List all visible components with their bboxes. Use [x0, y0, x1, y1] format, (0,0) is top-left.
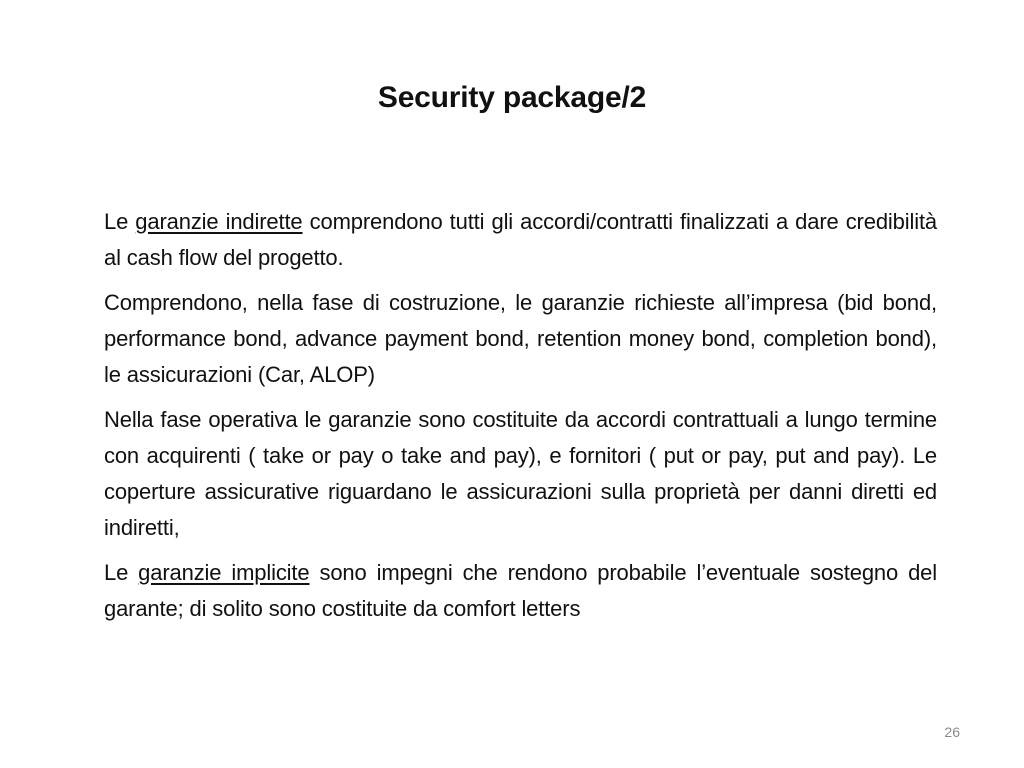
paragraph-garanzie-implicite — [104, 555, 937, 627]
slide-body — [104, 204, 937, 636]
page-number: 26 — [944, 724, 960, 740]
term-garanzie-implicite: garanzie implicite — [138, 560, 310, 585]
paragraph-fase-costruzione: Comprendono, nella fase di costruzione, le garanzie richieste all’impresa (bid bond, performance bond, advance payment bond, retention money bond, completion bond), le assicurazioni (Car, ALOP) — [104, 290, 937, 387]
paragraph-fase-operativa: Nella fase operativa le garanzie sono costituite da accordi contrattuali a lungo termine con acquirenti ( take or pay o take and pay), e fornitori ( put or pay, put and pay). Le coperture assicurative riguardano le assicurazioni sulla proprietà per danni diretti ed indiretti, — [104, 407, 937, 540]
slide-title: Security package/2 — [377, 81, 647, 114]
term-garanzie-indirette: garanzie indirette — [135, 209, 303, 234]
paragraph-4-lead: Le — [104, 560, 139, 585]
paragraph-garanzie-indirette — [104, 204, 937, 276]
paragraph-1-lead: Le — [104, 209, 136, 234]
paragraph-1-text: comprendono tutti gli accordi/contratti finalizzati a dare credibilità al cash flow del progetto. — [104, 209, 937, 270]
paragraph-4-text: sono impegni che rendono probabile l’eventuale sostegno del garante; di solito sono costituite da comfort letters — [104, 560, 937, 621]
